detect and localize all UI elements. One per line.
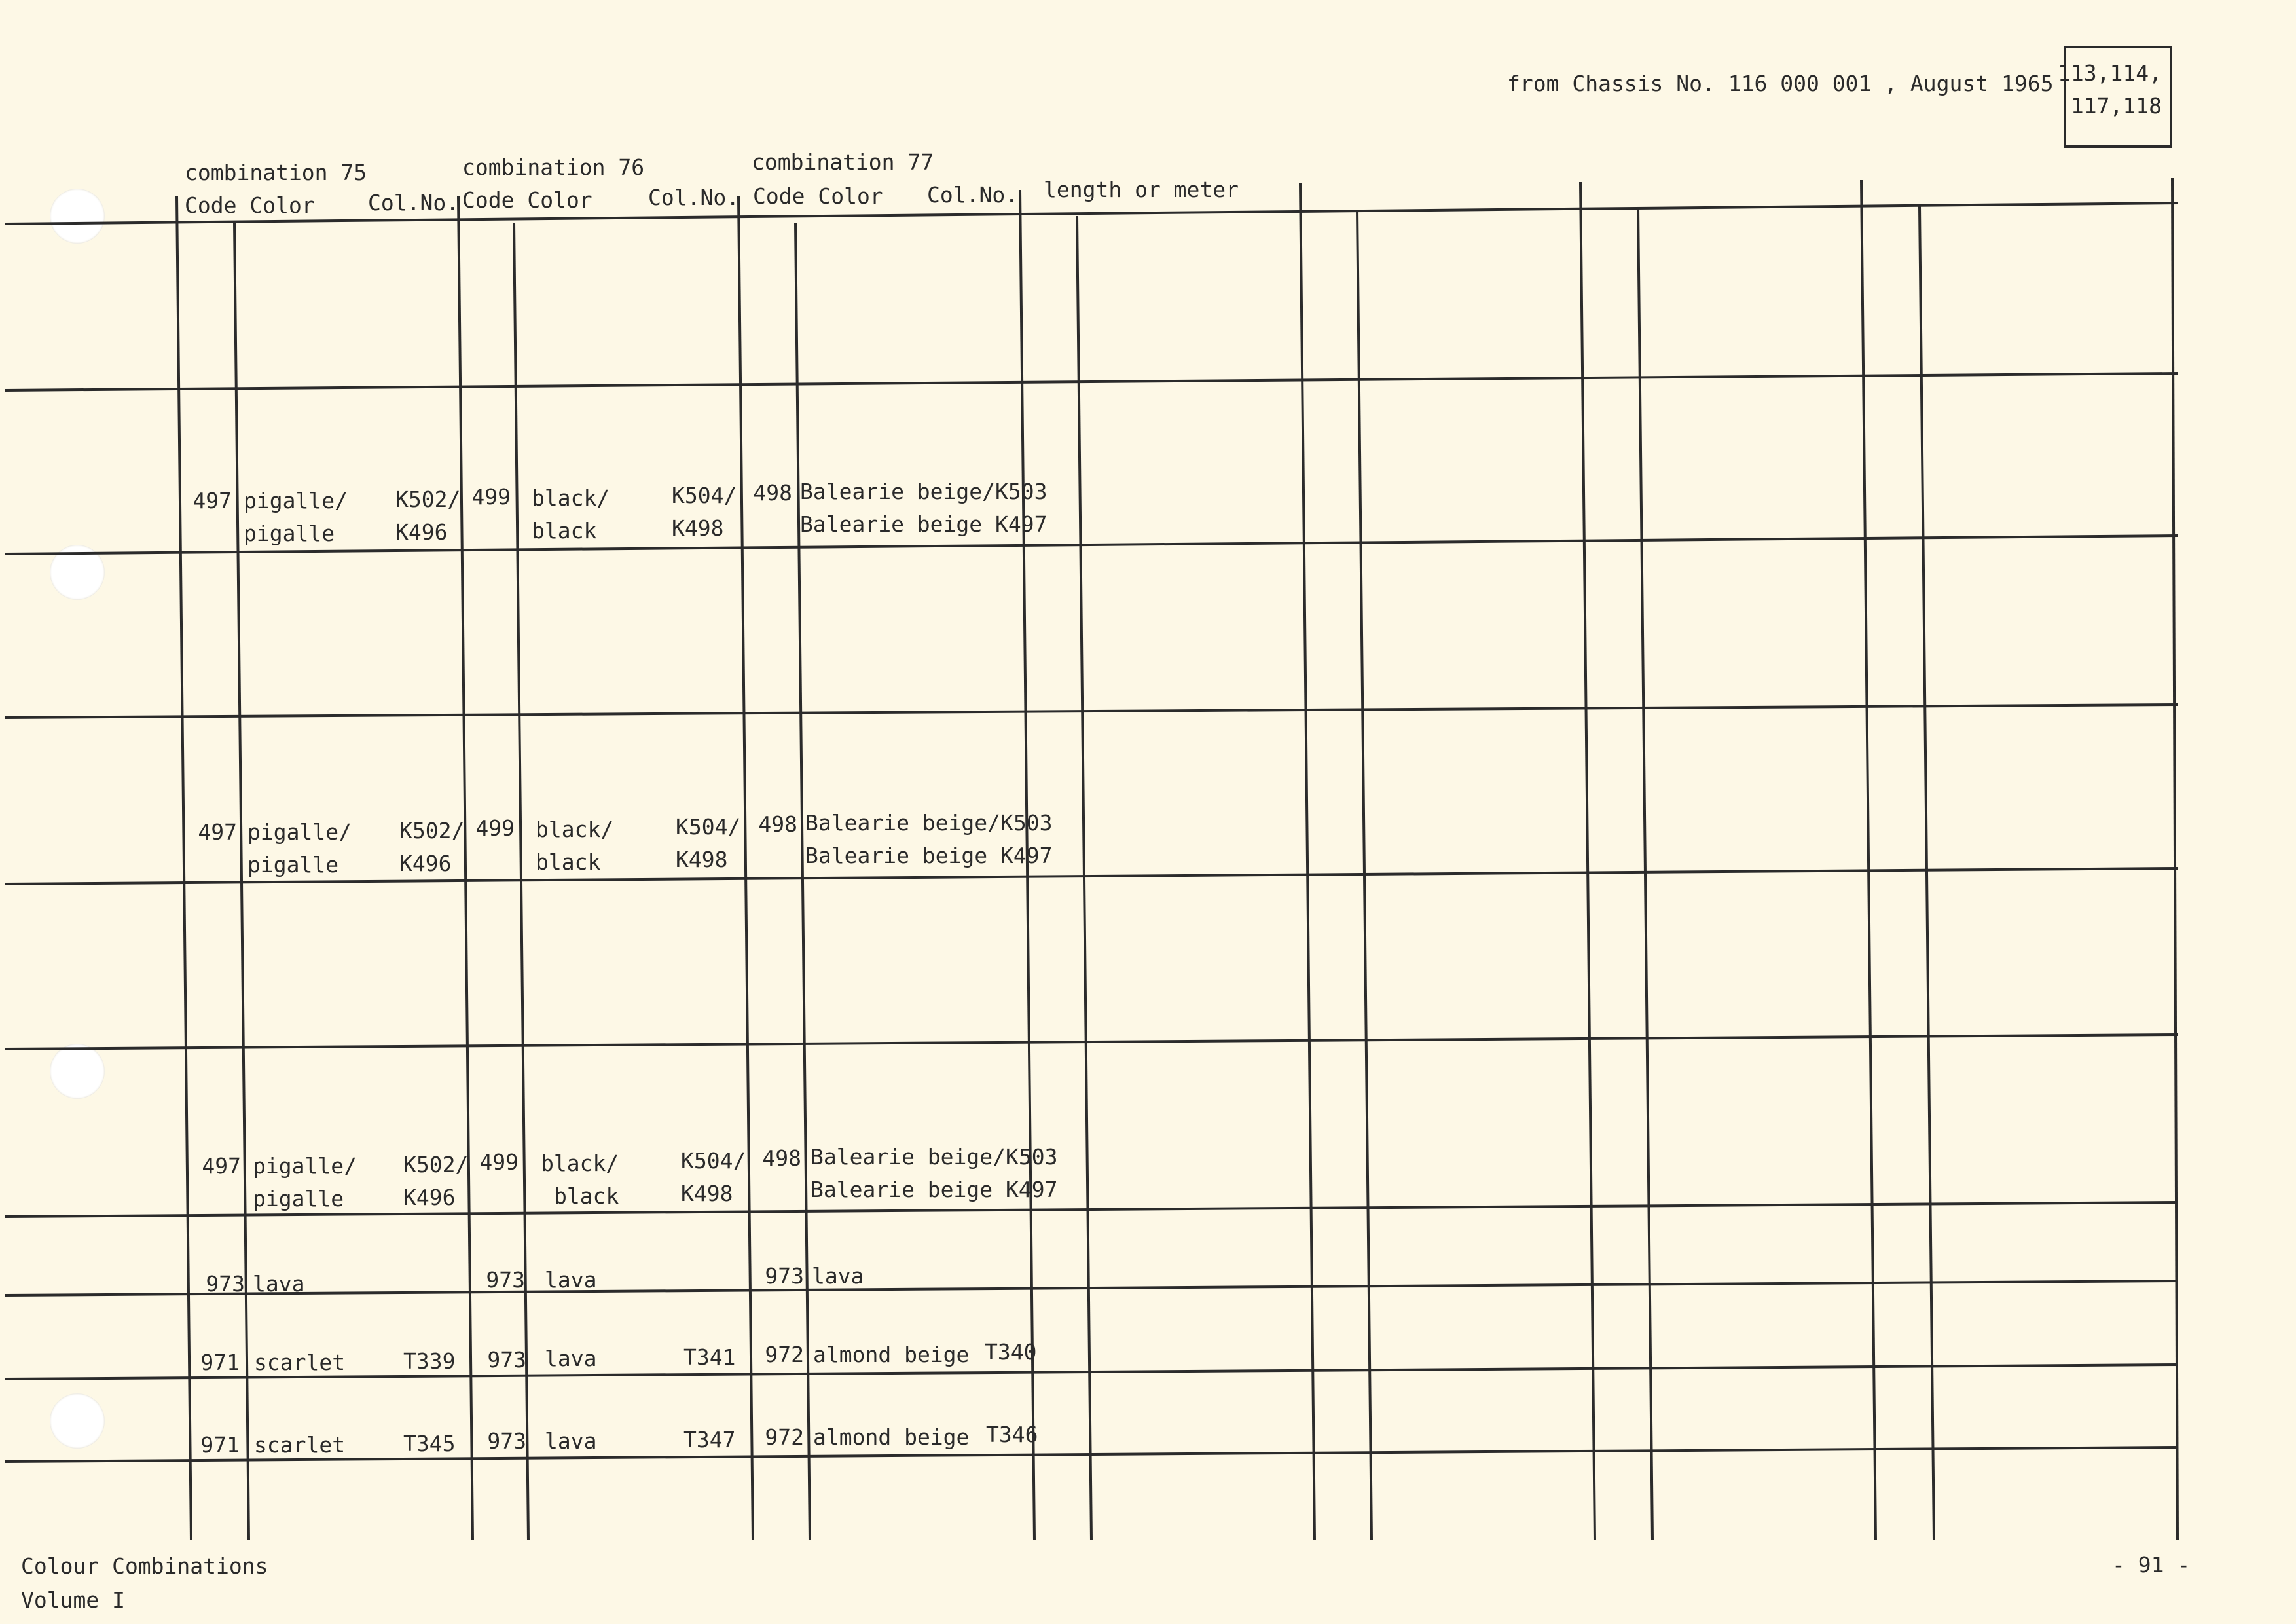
table-cell-col-no: K502/	[403, 1152, 469, 1177]
table-cell-color: lava	[812, 1263, 864, 1289]
table-cell-color: pigalle	[253, 1186, 344, 1211]
table-cell-color: black/	[541, 1151, 619, 1176]
table-cell-color: pigalle/	[253, 1153, 357, 1179]
model-number-line: 117,118	[2070, 93, 2162, 119]
combination-76-header: combination 76	[462, 155, 645, 180]
table-cell-color: Balearie beige K497	[811, 1177, 1058, 1202]
table-cell-code: 499	[475, 815, 515, 841]
col-no-header: Col.No.	[368, 190, 460, 215]
table-cell-col-no: K502/	[395, 487, 461, 512]
footer-title: Colour Combinations	[21, 1553, 268, 1579]
table-cell-code: 973	[487, 1347, 526, 1373]
table-cell-color: Balearie beige K497	[805, 843, 1053, 868]
table-cell-color: black	[532, 518, 597, 544]
table-cell-code: 973	[765, 1263, 804, 1289]
table-cell-col-no: T340	[985, 1339, 1037, 1365]
table-cell-color: black	[554, 1183, 619, 1209]
table-cell-col-no: K504/	[676, 814, 741, 840]
table-cell-code: 498	[762, 1145, 801, 1171]
col-no-header: Col.No.	[648, 185, 740, 210]
table-cell-col-no: K504/	[672, 483, 737, 508]
code-color-header: Code Color	[753, 183, 883, 209]
table-cell-code: 497	[202, 1153, 241, 1179]
table-cell-col-no: K496	[403, 1185, 456, 1210]
table-cell-code: 498	[758, 811, 797, 837]
table-cell-code: 973	[206, 1271, 245, 1297]
combination-75-header: combination 75	[185, 160, 367, 185]
table-cell-color: pigalle	[244, 521, 335, 546]
table-cell-col-no: K504/	[681, 1148, 746, 1173]
table-cell-color: pigalle/	[247, 819, 352, 845]
col-no-header: Col.No.	[927, 182, 1019, 208]
table-cell-code: 972	[765, 1424, 804, 1450]
table-cell-code: 499	[479, 1149, 519, 1175]
length-or-meter-header: length or meter	[1044, 177, 1239, 202]
table-cell-color: scarlet	[254, 1350, 346, 1375]
table-cell-color: Balearie beige/K503	[805, 810, 1053, 836]
table-cell-code: 972	[765, 1342, 804, 1367]
table-cell-code: 971	[200, 1350, 240, 1375]
table-cell-color: Balearie beige K497	[800, 511, 1048, 537]
table-cell-color: scarlet	[254, 1432, 346, 1458]
table-cell-code: 497	[198, 819, 237, 845]
model-number-line: 113,114,	[2058, 60, 2162, 86]
table-cell-color: lava	[545, 1346, 597, 1371]
table-cell-color: Balearie beige/K503	[811, 1144, 1058, 1170]
table-cell-color: black/	[532, 485, 610, 511]
code-color-header: Code Color	[462, 187, 592, 213]
table-cell-code: 971	[200, 1432, 240, 1458]
footer-volume: Volume I	[21, 1587, 125, 1613]
combination-77-header: combination 77	[752, 149, 934, 175]
table-cell-col-no: K496	[399, 851, 452, 876]
table-cell-col-no: T347	[683, 1427, 736, 1452]
model-number-box	[2058, 46, 2172, 148]
code-color-header: Code Color	[185, 193, 315, 218]
table-cell-col-no: K498	[676, 847, 728, 872]
chassis-note: from Chassis No. 116 000 001 , August 1965	[1507, 71, 2054, 96]
table-cell-code: 973	[486, 1267, 525, 1293]
table-cell-color: lava	[545, 1267, 597, 1293]
table-cell-col-no: K496	[395, 519, 448, 545]
page-number: - 91 -	[2112, 1552, 2191, 1578]
table-cell-color: pigalle	[247, 852, 339, 877]
table-cell-color: lava	[253, 1271, 305, 1297]
table-cell-color: lava	[545, 1428, 597, 1454]
table-cell-col-no: K502/	[399, 818, 465, 843]
table-cell-col-no: T341	[683, 1344, 736, 1370]
table-cell-col-no: K498	[672, 515, 724, 541]
table-cell-color: pigalle/	[244, 488, 348, 513]
table-cell-color: almond beige	[813, 1424, 970, 1450]
table-cell-code: 973	[487, 1428, 526, 1454]
table-cell-col-no: T339	[403, 1348, 456, 1374]
table-cell-col-no: T345	[403, 1431, 456, 1456]
table-cell-code: 498	[753, 480, 792, 506]
table-cell-col-no: T346	[986, 1422, 1038, 1447]
table-cell-code: 499	[471, 484, 511, 509]
table-cell-color: black	[536, 849, 601, 875]
table-cell-color: almond beige	[813, 1342, 970, 1367]
table-cell-color: Balearie beige/K503	[800, 479, 1048, 504]
table-cell-col-no: K498	[681, 1181, 733, 1206]
table-cell-color: black/	[536, 817, 614, 842]
table-cell-code: 497	[192, 488, 232, 513]
